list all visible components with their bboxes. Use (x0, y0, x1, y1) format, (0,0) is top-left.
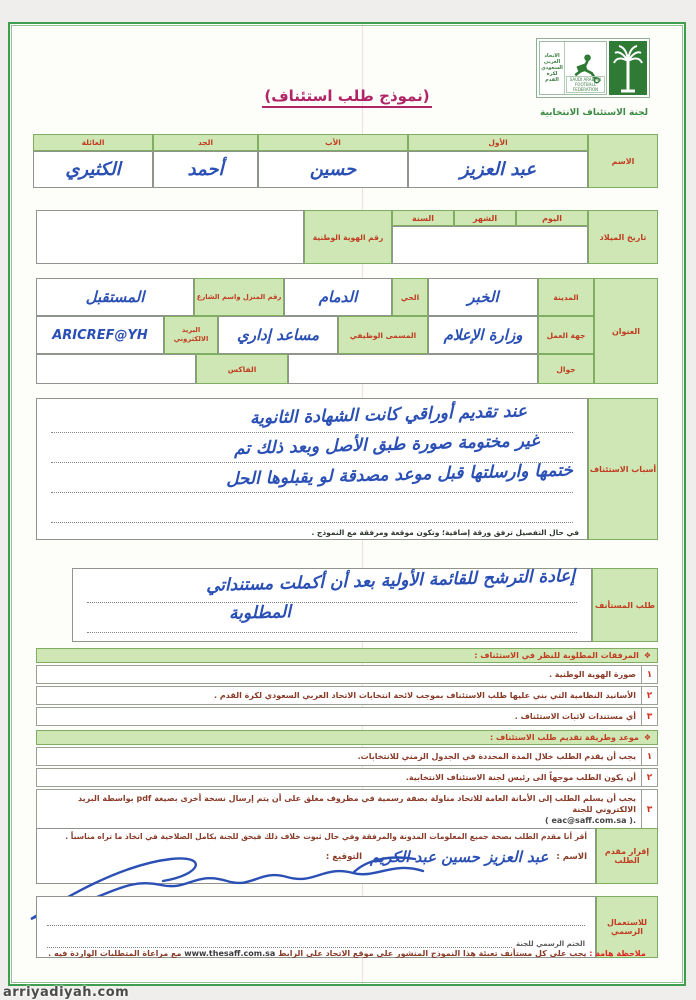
watermark: arriyadiyah.com (3, 985, 130, 1000)
logo-word: الاتحاد (544, 53, 560, 59)
declarant-name-field[interactable]: عبد العزيز حسين عبد الكريم (370, 848, 549, 866)
official-stamp-label: الختم الرسمي للجنة (516, 940, 585, 948)
form-title: (نموذج طلب استئناف) (10, 86, 684, 105)
fax-label: الفاكس (196, 354, 288, 384)
grandfather-name-header: الجد (153, 134, 258, 151)
birthdate-section (36, 210, 658, 264)
appeal-reasons-label: أسباب الاستئناف (588, 398, 658, 540)
attachment-item (36, 686, 658, 705)
district-field[interactable]: الدمام (284, 278, 392, 316)
appellant-request-field[interactable] (72, 568, 592, 642)
submission-header: ❖ موعد وطريقة تقديم طلب الاستئناف : (36, 730, 658, 745)
item-number: ٢ (641, 687, 657, 704)
national-id-field[interactable] (36, 210, 304, 264)
handwritten-reason-line: غير مختومة صورة طبق الأصل وبعد ذلك تم (233, 431, 540, 459)
declaration-label: إقرار مقدم الطلب (596, 828, 658, 884)
name-section (36, 134, 658, 188)
diamond-icon: ❖ (643, 651, 651, 660)
item-number: ٣ (641, 790, 657, 829)
street-field[interactable]: المستقبل (36, 278, 194, 316)
family-name-header: العائلة (33, 134, 153, 151)
ruled-line (51, 493, 573, 523)
committee-name: لجنة الاستئناف الانتخابية (540, 108, 648, 118)
item-text: صورة الهوية الوطنية . (548, 670, 636, 679)
grandfather-name-field[interactable]: أحمد (153, 151, 258, 188)
street-label: رقم المنزل واسم الشارع (194, 278, 284, 316)
committee-email: ( eac@saff.com.sa ). (545, 816, 636, 825)
appellant-request-section (72, 568, 658, 642)
dotted-line (47, 907, 585, 926)
handwritten-request-line: المطلوبة (228, 602, 292, 624)
name-grid (33, 134, 588, 188)
footer-note-prefix: ملاحظة هامة : (589, 949, 646, 958)
item-text: يجب أن يسلم الطلب إلى الأمانة العامة للاتحاد مناولة بصفة رسمية في مظروف مغلق على أن يتم إرسال نسخة أخرى بصيغة pdf بواسطة البريد الالكتروني للجنة ( eac@saff.com.sa ). (37, 790, 641, 829)
employer-label: جهة العمل (538, 316, 594, 354)
official-use-label: للاستعمال الرسمي (596, 896, 658, 958)
declaration-content (36, 828, 596, 884)
signature-label: التوقيع : (325, 852, 362, 862)
submission-section (36, 730, 658, 830)
item-number: ٢ (641, 769, 657, 786)
attachment-item (36, 665, 658, 684)
submission-item (36, 747, 658, 766)
footer-note: ملاحظة هامة : يجب على كل مستأنف تعبئة هذا النموذج المنشور على موقع الاتحاد على الرابط www.thesaff.com.sa مع مراعاة المتطلبات الواردة فيه . (48, 949, 646, 958)
name-label: الاسم (588, 134, 658, 188)
day-header: اليوم (516, 210, 588, 226)
email-field[interactable]: ARICREF@YH (36, 316, 164, 354)
attachments-section (36, 648, 658, 726)
family-name-field[interactable]: الكثيري (33, 151, 153, 188)
year-header: السنة (392, 210, 454, 226)
employer-field[interactable]: وزارة الإعلام (428, 316, 538, 354)
mobile-label: جوال (538, 354, 594, 384)
saff-logo-english-text: SAUDI ARABIAN FOOTBALL FEDERATION (566, 76, 605, 93)
attachment-item (36, 707, 658, 726)
mobile-field[interactable] (288, 354, 538, 384)
logo-word: القدم (545, 77, 559, 83)
item-text: يجب أن يقدم الطلب خلال المدة المحددة في الجدول الزمني للانتخابات. (357, 752, 636, 761)
logo-word: لكرة (546, 71, 558, 77)
father-name-header: الأب (258, 134, 408, 151)
item-number: ١ (641, 748, 657, 765)
logo-word: العربي (543, 59, 561, 65)
reasons-note: في حال التفصيل ترفق ورقة إضافية؛ وتكون موقعة ومرفقة مع النموذج . (311, 528, 579, 537)
national-id-label: رقم الهوية الوطنية (304, 210, 392, 264)
birthdate-grid (392, 210, 588, 264)
fax-field[interactable] (36, 354, 196, 384)
city-label: المدينة (538, 278, 594, 316)
handwritten-request-line: إعادة الترشح للقائمة الأولية بعد أن أكملت مستنداتي (205, 566, 576, 596)
item-number: ٣ (641, 708, 657, 725)
submission-item (36, 789, 658, 830)
appeal-reasons-field[interactable] (36, 398, 588, 540)
form-page (8, 22, 686, 986)
dotted-line (47, 925, 512, 948)
diamond-icon: ❖ (643, 733, 651, 742)
appeal-reasons-section (36, 398, 658, 540)
birthdate-field[interactable] (392, 226, 588, 264)
submission-item (36, 768, 658, 787)
address-section (36, 278, 658, 384)
job-title-label: المسمى الوظيفي (338, 316, 428, 354)
declaration-text: أقر أنا مقدم الطلب بصحة جميع المعلومات المدونة والمرفقة وفي حال ثبوت خلاف ذلك فيحق للجنة بكامل الصلاحية في اتخاذ ما تراه مناسباً . (65, 832, 587, 841)
declarant-name-label: الاسم : (556, 852, 587, 862)
father-name-field[interactable]: حسين (258, 151, 408, 188)
item-text: أي مستندات لاثبات الاستئناف . (514, 712, 636, 721)
handwritten-reason-line: عند تقديم أوراقي كانت الشهادة الثانوية (249, 401, 528, 429)
logo-word: السعودي (541, 65, 563, 71)
federation-url: www.thesaff.com.sa (184, 949, 276, 958)
item-text: أن يكون الطلب موجهاً الى رئيس لجنة الاستئناف الانتخابية. (405, 773, 636, 782)
city-field[interactable]: الخبر (428, 278, 538, 316)
ruled-line (87, 603, 577, 633)
item-text: الأسانيد النظامية التي بني عليها طلب الاستئناف بموجب لائحة انتخابات الاتحاد العربي السعودي لكرة القدم . (214, 691, 636, 700)
item-number: ١ (641, 666, 657, 683)
address-label: العنوان (594, 278, 658, 384)
first-name-header: الأول (408, 134, 588, 151)
birthdate-label: تاريخ الميلاد (588, 210, 658, 264)
declaration-section (36, 828, 658, 884)
appellant-request-label: طلب المستأنف (592, 568, 658, 642)
email-label: البريد الالكتروني (164, 316, 218, 354)
handwritten-reason-line: ختمها وارسلتها قبل موعد مصدقة لو يقبلوها الحل (225, 460, 574, 490)
district-label: الحي (392, 278, 428, 316)
job-title-field[interactable]: مساعد إداري (218, 316, 338, 354)
first-name-field[interactable]: عبد العزيز (408, 151, 588, 188)
attachments-header: ❖ المرفقات المطلوبة للنظر في الاستئناف : (36, 648, 658, 663)
month-header: الشهر (454, 210, 516, 226)
